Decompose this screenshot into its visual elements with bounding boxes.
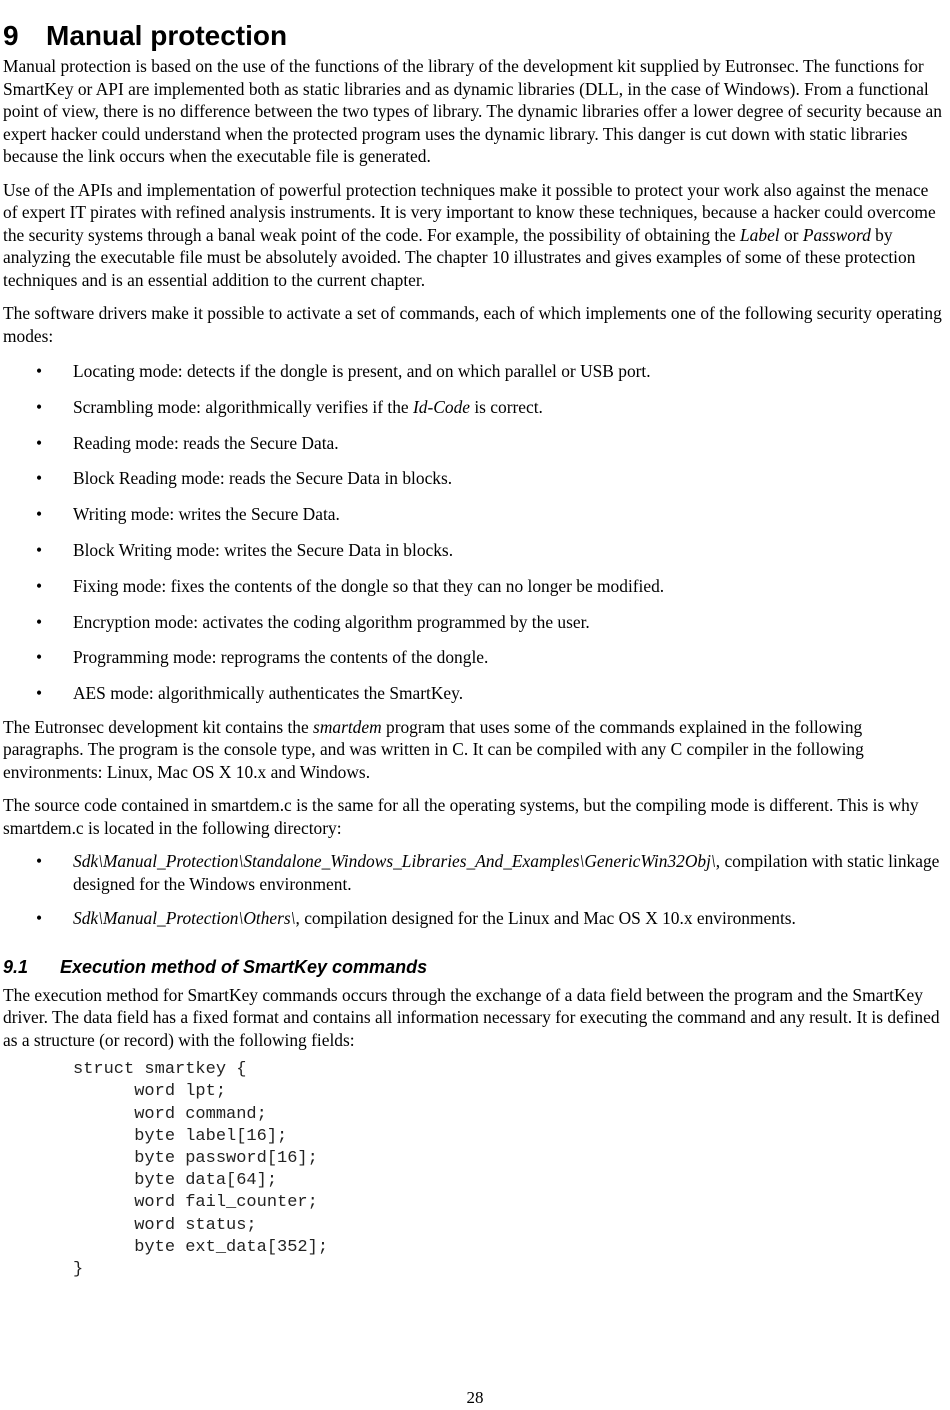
chapter-number: 9	[3, 20, 19, 51]
list-item: • Reading mode: reads the Secure Data.	[36, 432, 339, 453]
section-heading	[3, 956, 945, 978]
code-line: word command;	[73, 1104, 267, 1124]
intro-paragraph: Manual protection is based on the use of the functions of the library of the development kit supplied by Eutronsec. The functions for SmartKey or API are implemented both as static libraries and as dynamic libraries (DLL, in the case of Windows). From a functional point of view, there is no difference between the two types of library. The dynamic libraries offer a lower degree of security because an expert hacker could understand when the protected program uses the dynamic library. This danger is cut down with static libraries because the link occurs when the executable file is generated.	[3, 56, 942, 166]
chapter-title: Manual protection	[46, 20, 288, 51]
list-item: • Writing mode: writes the Secure Data.	[36, 504, 340, 525]
code-line: byte data[64];	[73, 1171, 278, 1191]
section-body-paragraph: The execution method for SmartKey commands occurs through the exchange of a data field between the program and the SmartKey driver. The data field has a fixed format and contains all information necessary for executing the command and any result. It is defined as a structure (or record) with the following fields:	[3, 984, 940, 1050]
bullet-icon: •	[36, 361, 43, 381]
code-line: byte label[16];	[73, 1126, 288, 1146]
list-item: • Block Writing mode: writes the Secure Data in blocks.	[36, 539, 454, 560]
bullet-icon: •	[36, 851, 43, 872]
list-item: • Programming mode: reprograms the contents of the dongle.	[36, 647, 489, 668]
bullet-icon: •	[36, 647, 43, 668]
paths-list	[3, 850, 945, 930]
section-title: Execution method of SmartKey commands	[60, 956, 428, 977]
bullet-icon: •	[36, 468, 43, 489]
id-code-term: Id-Code	[413, 396, 470, 417]
others-path: Sdk\Manual_Protection\Others\	[73, 908, 296, 929]
code-line: word lpt;	[73, 1082, 227, 1102]
bullet-icon: •	[36, 539, 43, 560]
windows-path: Sdk\Manual_Protection\Standalone_Windows_Libraries_And_Examples\GenericWin32Obj\	[73, 851, 716, 872]
code-line: byte ext_data[352];	[73, 1237, 329, 1257]
bullet-icon: •	[36, 504, 43, 525]
bullet-icon: •	[36, 396, 43, 417]
code-line: struct smartkey {	[73, 1060, 247, 1080]
list-item: • AES mode: algorithmically authenticates the SmartKey.	[36, 683, 464, 704]
list-item: • Block Reading mode: reads the Secure Data in blocks.	[36, 468, 453, 489]
section-number: 9.1	[3, 956, 29, 977]
source-paragraph: The source code contained in smartdem.c is the same for all the operating systems, but the compiling mode is different. This is why smartdem.c is located in the following directory:	[3, 795, 919, 838]
chapter-heading	[3, 21, 945, 51]
label-term: Label	[740, 224, 780, 245]
list-item: • Fixing mode: fixes the contents of the dongle so that they can no longer be modified.	[36, 575, 665, 596]
code-line: }	[73, 1260, 84, 1279]
code-line: word status;	[73, 1215, 257, 1235]
modes-list	[3, 360, 945, 705]
bullet-icon: •	[36, 683, 43, 704]
code-line: word fail_counter;	[73, 1193, 318, 1213]
bullet-icon: •	[36, 611, 43, 632]
smartdem-paragraph: The Eutronsec development kit contains the smartdem program that uses some of the commands explained in the following paragraphs. The program is the console type, and was written in C. It can be compiled with any C compiler in the following environments: Linux, Mac OS X 10.x and Windows.	[3, 716, 864, 782]
code-line: byte password[16];	[73, 1148, 318, 1168]
document-page	[3, 0, 945, 1281]
bullet-icon: •	[36, 432, 43, 453]
drivers-paragraph: The software drivers make it possible to activate a set of commands, each of which implements one of the following security operating modes:	[3, 303, 942, 346]
list-item: • Locating mode: detects if the dongle is present, and on which parallel or USB port.	[36, 361, 651, 381]
list-item: • Encryption mode: activates the coding algorithm programmed by the user.	[36, 611, 590, 632]
list-item: • Sdk\Manual_Protection\Standalone_Windows_Libraries_And_Examples\GenericWin32Obj\, compilation with static linkage designed for the Windows environment.	[36, 851, 940, 894]
list-item: • Sdk\Manual_Protection\Others\, compilation designed for the Linux and Mac OS X 10.x environments.	[36, 908, 796, 929]
bullet-icon: •	[36, 575, 43, 596]
page-number: 28	[466, 1388, 484, 1407]
code-block	[73, 1059, 945, 1281]
smartdem-term: smartdem	[313, 716, 382, 737]
techniques-paragraph: Use of the APIs and implementation of powerful protection techniques make it possible to protect your work also against the menace of expert IT pirates with refined analysis instruments. It is very important to know these techniques, because a hacker could overcome the security systems through a banal weak point of the code. For example, the possibility of obtaining the Label or Password by analyzing the executable file must be absolutely avoided. The chapter 10 illustrates and gives examples of some of these protection techniques and is an essential addition to the current chapter.	[3, 179, 936, 290]
password-term: Password	[802, 224, 871, 245]
bullet-icon: •	[36, 908, 43, 929]
list-item: • Scrambling mode: algorithmically verifies if the Id-Code is correct.	[36, 396, 543, 417]
